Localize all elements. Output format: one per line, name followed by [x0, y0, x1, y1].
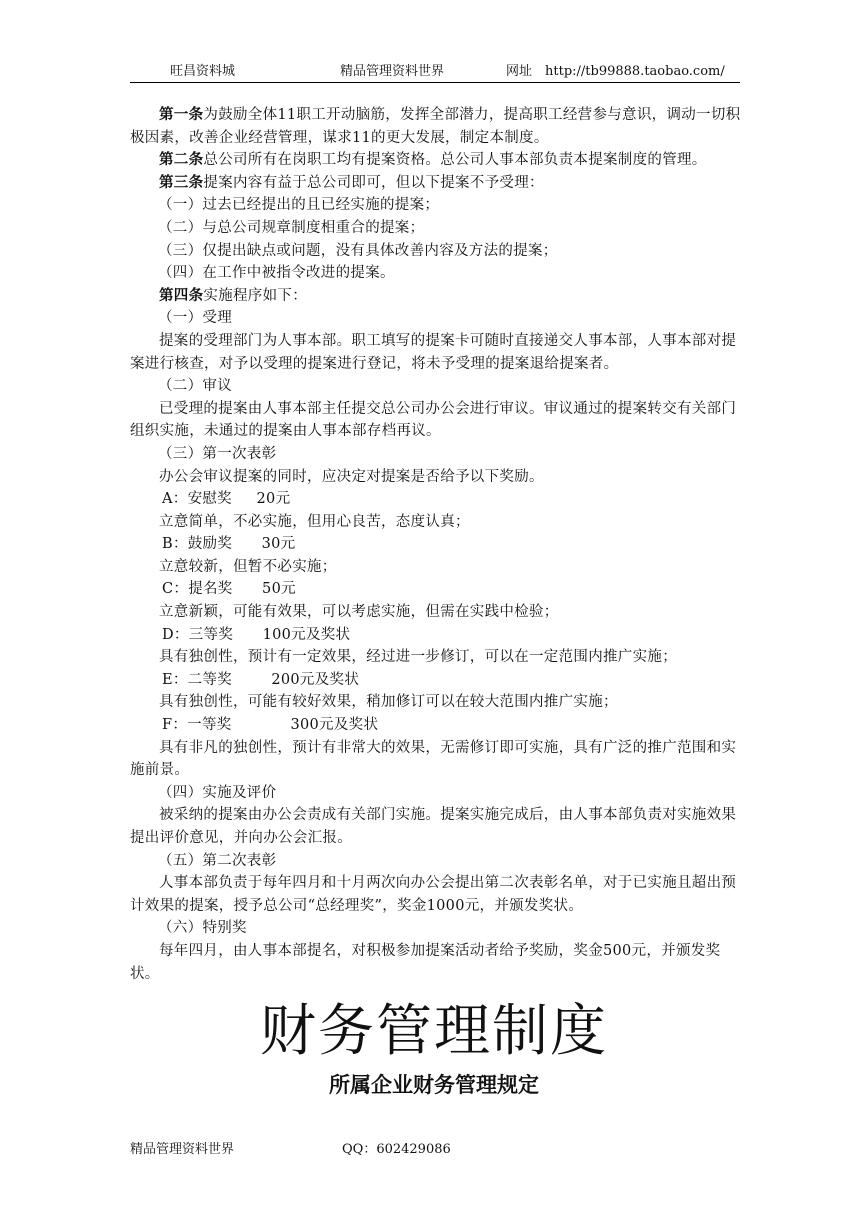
- award-name: E：二等奖 200元及奖状: [162, 671, 360, 688]
- award-name: D：三等奖 100元及奖状: [162, 626, 351, 643]
- section-text: 人事本部负责于每年四月和十月两次向办公会提出第二次表彰名单，对于已实施且超出预计效果的提案，授予总公司“总经理奖”，奖金1000元，并颁发奖状。: [130, 875, 737, 914]
- document-body: [130, 104, 744, 985]
- header-site-name: 旺昌资料城: [170, 64, 236, 79]
- article-4: [130, 285, 744, 308]
- section-heading: （三）第一次表彰: [158, 445, 277, 462]
- section-text: 办公会审议提案的同时，应决定对提案是否给予以下奖励。: [159, 468, 544, 485]
- award-description: 立意较新，但暂不必实施；: [159, 558, 337, 575]
- list-item: （一）过去已经提出的且已经实施的提案；: [158, 197, 440, 214]
- award-name: C：提名奖 50元: [162, 581, 296, 598]
- article-label: 第一条: [159, 106, 204, 123]
- list-item: （四）在工作中被指令改进的提案。: [158, 265, 395, 282]
- article-text: 总公司所有在岗职工均有提案资格。总公司人事本部负责本提案制度的管理。: [203, 152, 707, 169]
- article-text: 实施程序如下：: [203, 287, 308, 304]
- article-2: [130, 149, 744, 172]
- award-description: 具有独创性，可能有较好效果，稍加修订可以在较大范围内推广实施；: [159, 694, 618, 711]
- article-label: 第四条: [159, 286, 204, 304]
- award-description: 具有独创性，预计有一定效果，经过进一步修订，可以在一定范围内推广实施；: [159, 649, 677, 666]
- section-text: 提案的受理部门为人事本部。职工填写的提案卡可随时直接递交人事本部，人事本部对提案进行核查，对予以受理的提案进行登记，将未予受理的提案退给提案者。: [130, 332, 737, 372]
- document-subtitle: 所属企业财务管理规定: [329, 1072, 539, 1097]
- article-label: 第二条: [159, 151, 204, 169]
- article-3: [130, 172, 744, 195]
- article-text: 为鼓励全体11职工开动脑筋，发挥全部潜力，提高职工经营参与意识，调动一切积极因素，改善企业经营管理，谋求11的更大发展，制定本制度。: [130, 107, 741, 146]
- page-footer: [130, 1140, 730, 1160]
- header-slogan: 精品管理资料世界: [340, 64, 445, 79]
- article-label: 第三条: [159, 173, 204, 191]
- footer-slogan: 精品管理资料世界: [130, 1142, 235, 1157]
- section-heading: （二）审议: [158, 378, 232, 395]
- award-description: 立意简单，不必实施，但用心良苦，态度认真；: [159, 513, 470, 530]
- page-header: [130, 62, 740, 83]
- list-item: （三）仅提出缺点或问题，没有具体改善内容及方法的提案；: [158, 242, 558, 259]
- section-heading: （五）第二次表彰: [158, 852, 277, 869]
- section-text: 被采纳的提案由办公会责成有关部门实施。提案实施完成后，由人事本部负责对实施效果提出评价意见，并向办公会汇报。: [130, 807, 737, 846]
- award-name: B：鼓励奖 30元: [162, 536, 296, 553]
- section-heading: （四）实施及评价: [158, 784, 277, 801]
- section-text: 已受理的提案由人事本部主任提交总公司办公会进行审议。审议通过的提案转交有关部门组织实施，未通过的提案由人事本部存档再议。: [130, 400, 737, 440]
- award-name: F：一等奖 300元及奖状: [162, 717, 379, 734]
- header-url: 网址 http://tb99888.taobao.com/: [506, 64, 725, 79]
- document-title: 财务管理制度: [260, 999, 608, 1064]
- award-description: 具有非凡的独创性，预计有非常大的效果，无需修订即可实施，具有广泛的推广范围和实施前景。: [130, 739, 737, 779]
- award-name: A：安慰奖 20元: [162, 491, 291, 508]
- article-1: [130, 104, 744, 149]
- award-description: 立意新颖，可能有效果，可以考虑实施，但需在实践中检验；: [159, 604, 559, 621]
- list-item: （二）与总公司规章制度相重合的提案；: [158, 219, 425, 236]
- section-text: 每年四月，由人事本部提名，对积极参加提案活动者给予奖励，奖金500元，并颁发奖状。: [130, 942, 721, 982]
- section-heading: （一）受理: [158, 310, 232, 327]
- section-heading: （六）特别奖: [158, 920, 247, 937]
- footer-qq: QQ：602429086: [342, 1142, 451, 1157]
- article-text: 提案内容有益于总公司即可，但以下提案不予受理：: [203, 174, 544, 191]
